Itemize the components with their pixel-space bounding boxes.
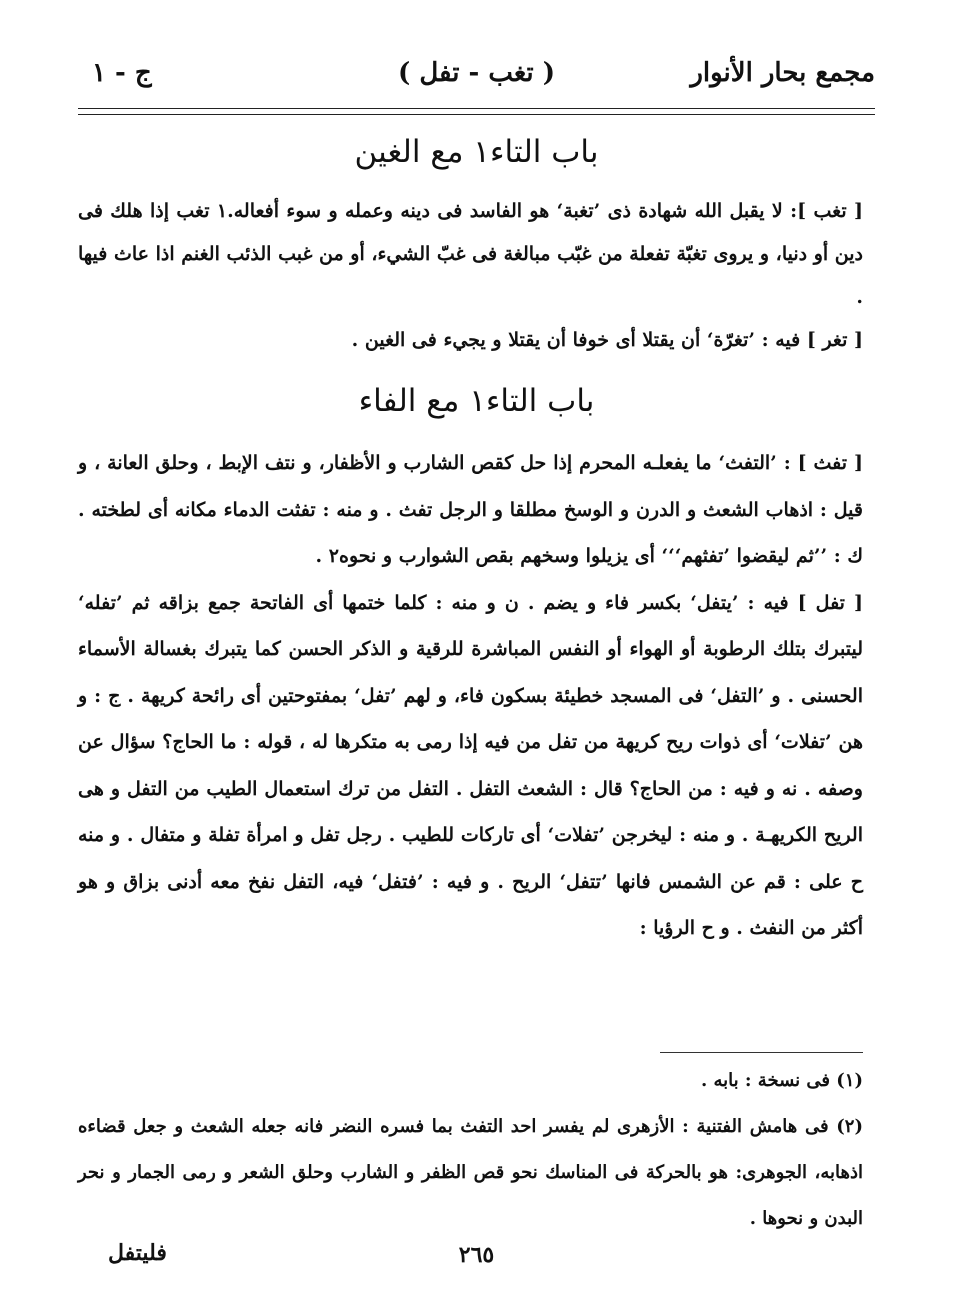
section-heading-ta-fa: باب التاء١ مع الفاء (358, 383, 595, 419)
catchword: فليتفل (108, 1240, 167, 1266)
running-header (78, 58, 875, 98)
footnote-2: (٢) فى هامش الفتنية : الأزهرى لم يفسر احد التفث بما فسره النضر فانه جعله الشعث و جعل قضاءه اذهابه، الجوهرى: هو بالحركة فى المناسك نحو قص الظفر و الشارب وحلق الشعر و رمى الجمار و نحر البدن و نحوها . (78, 1116, 863, 1229)
section-body-ta-ghayn (78, 190, 863, 362)
header-rule-bottom (78, 114, 875, 115)
entry-taghab: [ تغب ]: لا يقبل الله شهادة ذى ’تغبة‘ هو الفاسد فى دينه وعمله و سوء أفعاله.١ تغب إذا هلك فى دين أو دنيا، و يروى تغبّة تفعلة من غبّب مبالغة فى غبّ الشيء، أو من غبب الذئب الغنم اذا عاث فيها . (78, 200, 863, 308)
footnote-1: (١) فى نسخة : بابه . (700, 1070, 863, 1091)
section-body-ta-fa (78, 440, 863, 952)
entry-tafal: [ تفل ] فيه : ’يتفل‘ بكسر فاء و يضم . ن و منه : كلما ختمها أى الفاتحة جمع بزاقه ثم ’تفله‘ ليتبرك بتلك الرطوبة أو الهواء أو النفس المباشرة للرقية و الذكر الحسن كما يتبرك بغسالة الأسماء الحسنى . و ’التفل‘ فى المسجد خطيئة بسكون فاء، و لهم ’تفل‘ بمفتوحتين أى رائحة كريهة . ج : و هن ’تفلات‘ أى ذوات ريح كريهة من تفل من فيه إذا رمى به متكرها له ، قوله : ما الحاج؟ سؤال عن وصفه . نه و فيه : من الحاج؟ قال : الشعث التفل . التفل من ترك استعمال الطيب من التفل و هى الريح الكريهـة . و منه : ليخرجن ’تفلات‘ أى تاركات للطيب . رجل تفل و امرأة تفلة و متفال . و منه ح على : قم عن الشمس فانها ’تتفل‘ الريح . و فيه : ’فتفل‘ فيه، التفل نفخ معه أدنى بزاق و هو أكثر من النفث . و ح الرؤيا : (78, 591, 863, 939)
volume-label: ج - ١ (92, 58, 152, 88)
book-title: مجمع بحار الأنوار (690, 58, 875, 88)
footnote-separator (660, 1052, 863, 1053)
entry-tafath: [ تفث ] : ’التفث‘ ما يفعلـه المحرم إذا حل كقص الشارب و الأظفار، و نتف الإبط ، وحلق العانة ، و قيل : اذهاب الشعث و الدرن و الوسخ مطلقا و الرجل تفث . و منه : تفثت الدماء مكانه أى لطخته . ك : ’’ثم ليقضوا ’تفثهم‘‘‘ أى يزيلوا وسخهم بقص الشوارب و نحوه٢ . (78, 452, 863, 567)
section-heading-ta-ghayn: باب التاء١ مع الغين (354, 134, 599, 170)
footnotes (78, 1058, 863, 1242)
entry-taghar: [ تغر ] فيه : ’تغرّة‘ أن يقتلا أى خوفا أن يقتلا و يجيء فى الغين . (351, 329, 863, 351)
page-number: ٢٦٥ (458, 1242, 495, 1268)
entry-range: ( تغب - تفل ) (398, 58, 555, 88)
header-rule-top (78, 108, 875, 109)
